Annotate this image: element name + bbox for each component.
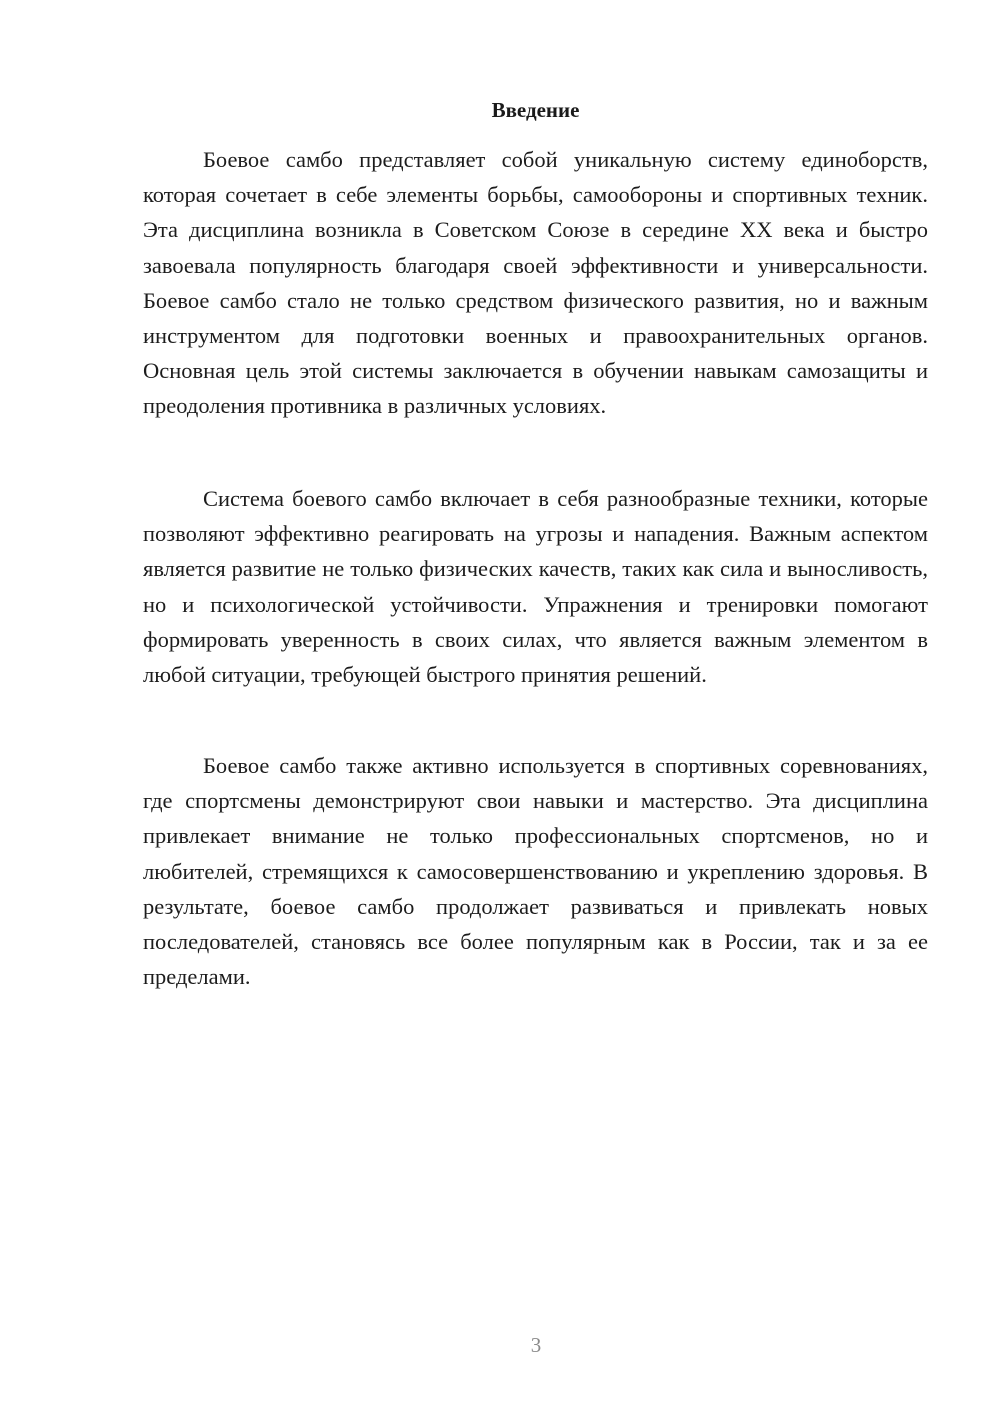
- page-title: Введение: [491, 98, 580, 122]
- page-number: 3: [530, 1333, 542, 1357]
- paragraph-1: Боевое самбо представляет собой уникальную систему единоборств, которая сочетает в себе элементы борьбы, самообороны и спортивных техник. Эта дисциплина возникла в Советском Союзе в середине XX века и быстро завоевала популярность благодаря своей эффективности и универсальности. Боевое самбо стало не только средством физического развития, но и важным инструментом для подготовки военных и правоохранительных органов. Основная цель этой системы заключается в обучении навыкам самозащиты и преодоления противника в различных условиях.: [143, 147, 928, 419]
- paragraph-2: Система боевого самбо включает в себя разнообразные техники, которые позволяют эффективно реагировать на угрозы и нападения. Важным аспектом является развитие не только физических качеств, таких как сила и выносливость, но и психологической устойчивости. Упражнения и тренировки помогают формировать уверенность в своих силах, что является важным элементом в любой ситуации, требующей быстрого принятия решений.: [143, 486, 928, 688]
- paragraph-3: Боевое самбо также активно используется в спортивных соревнованиях, где спортсмены демонстрируют свои навыки и мастерство. Эта дисциплина привлекает внимание не только профессиональных спортсменов, но и любителей, стремящихся к самосовершенствованию и укреплению здоровья. В результате, боевое самбо продолжает развиваться и привлекать новых последователей, становясь все более популярным как в России, так и за ее пределами.: [143, 753, 928, 990]
